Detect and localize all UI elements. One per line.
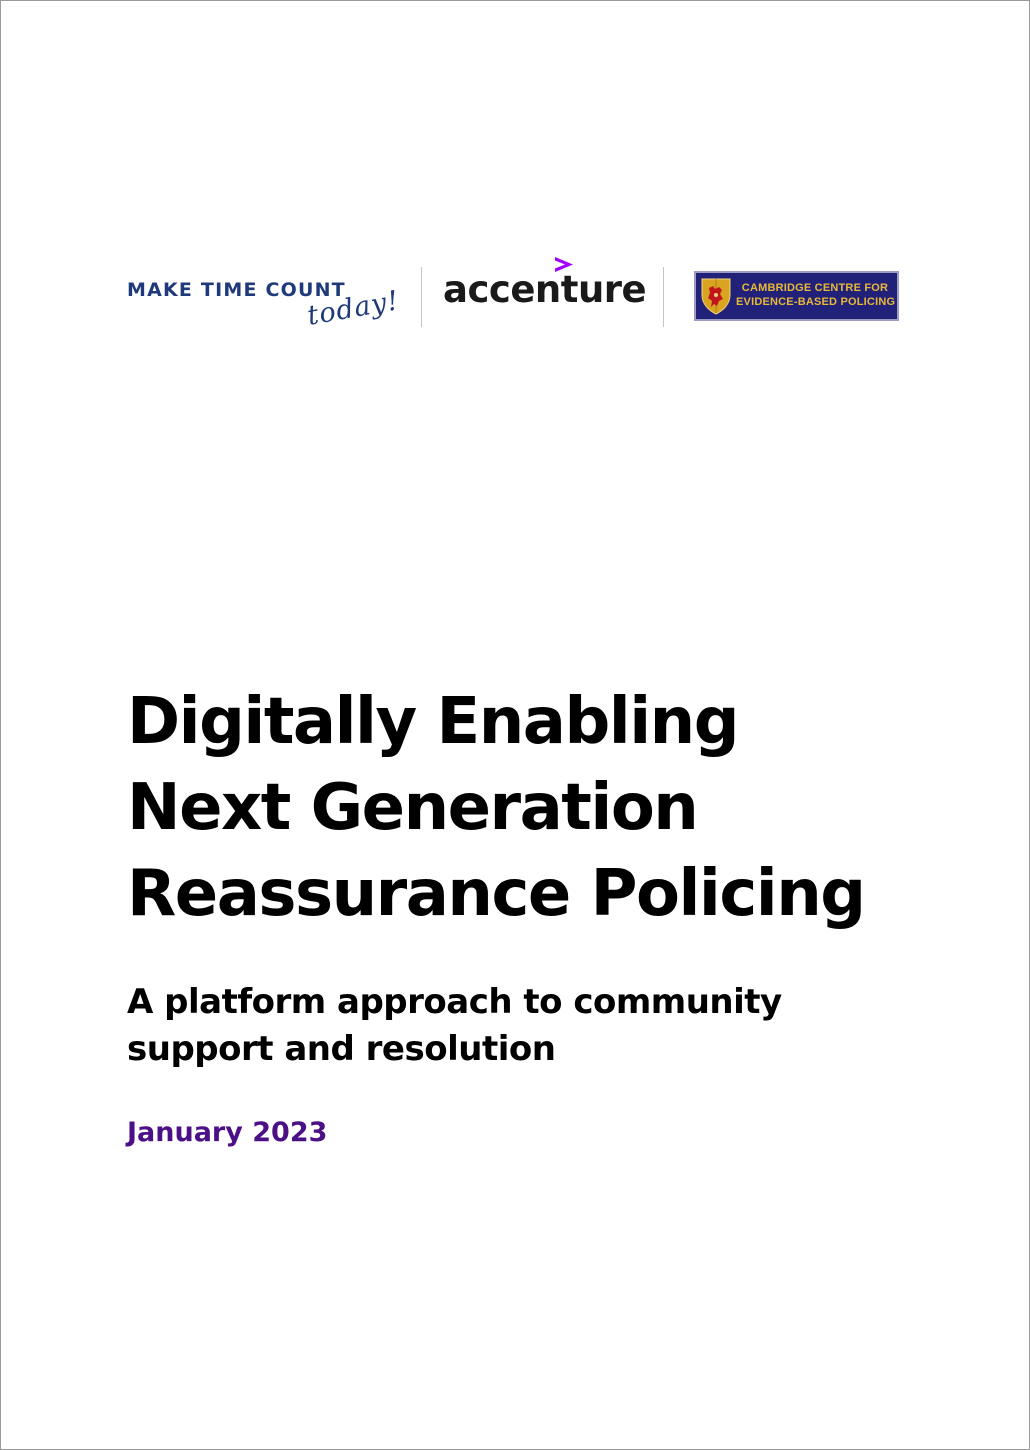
- subtitle-line-2: support and resolution: [127, 1029, 556, 1069]
- make-time-count-logo-script: today!: [305, 285, 402, 332]
- title-line-3: Reassurance Policing: [127, 857, 865, 931]
- document-title: [127, 679, 987, 937]
- title-line-2: Next Generation: [127, 771, 698, 845]
- accenture-logo: [443, 256, 647, 316]
- logo-divider: [663, 267, 664, 327]
- shield-icon: [700, 277, 732, 315]
- make-time-count-logo: [127, 279, 407, 339]
- title-line-1: Digitally Enabling: [127, 685, 738, 759]
- cambridge-centre-logo-text: [736, 281, 894, 309]
- accenture-wordmark: accenture: [443, 268, 647, 311]
- publication-date: January 2023: [127, 1117, 328, 1148]
- cambridge-logo-line-1: CAMBRIDGE CENTRE FOR: [741, 282, 889, 294]
- subtitle-line-1: A platform approach to community: [127, 982, 782, 1022]
- document-subtitle: [127, 979, 987, 1073]
- cambridge-logo-line-2: EVIDENCE-BASED POLICING: [736, 296, 896, 308]
- cambridge-centre-logo: [694, 271, 899, 321]
- logo-divider: [421, 267, 422, 327]
- make-time-count-logo-text: MAKE TIME COUNT: [127, 279, 346, 301]
